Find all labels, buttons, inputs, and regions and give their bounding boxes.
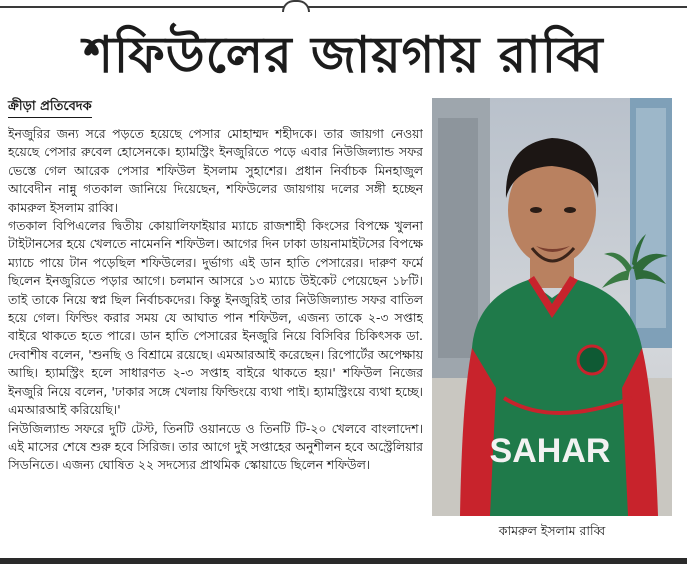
headline: শফিউলের জায়গায় রাব্বি [83, 26, 604, 84]
bottom-rule [0, 558, 687, 564]
jersey-badge [578, 346, 606, 374]
jersey-sponsor-text: SAHAR [489, 432, 611, 470]
photo-caption: কামরুল ইসলাম রাব্বি [498, 523, 606, 538]
player-photo [432, 98, 672, 516]
article-body [8, 125, 423, 553]
player-photo-illustration [432, 98, 672, 516]
article-paragraph-1: ইনজুরির জন্য সরে পড়তে হয়েছে পেসার মোহাম্মদ শহীদকে। তার জায়গা নেওয়া হয়েছে পেসার রুবেল হোসেনকে। হ্যামস্ট্রিং ইনজুরিতে পড়ে এবার নিউজিল্যান্ড সফর ভেস্তে গেল আরেক পেসার শফিউল ইসলাম সুহাশের। প্রধান নির্বাচক মিনহাজুল আবেদীন নান্নু গতকাল জানিয়ে দিয়েছেন, শফিউলের জায়গায় দলের সঙ্গী হচ্ছেন কামরুল ইসলাম রাব্বি। [8, 126, 423, 215]
byline: ক্রীড়া প্রতিবেদক [8, 99, 92, 118]
top-notch-ornament [282, 0, 310, 12]
article-paragraph-2: গতকাল বিপিএলের দ্বিতীয় কোয়ালিফাইয়ার ম্যাচে রাজশাহী কিংসের বিপক্ষে খুলনা টাইটানসের হয়ে খেলতে নামেননি শফিউল। আগের দিন ঢাকা ডায়নামাইটসের বিপক্ষে ম্যাচে পায়ে টান পড়েছিল শফিউলের। দুর্ভাগ্য এই ডান হাতি পেসারের। দারুণ ফর্মে ছিলেন ইনজুরিতে পড়ার আগে। চলমান আসরে ১৩ ম্যাচে উইকেট পেয়েছেন ১৮টি। তাই তাকে নিয়ে স্বপ্ন ছিল নির্বাচকদের। কিন্তু ইনজুরিই তার নিউজিল্যান্ড সফর বাতিল হয়ে গেল। ফিল্ডিং করার সময় যে আঘাত পান শফিউল, এজন্য তাকে ২-৩ সপ্তাহ বাইরে থাকতে হতে পারে। ডান হাতি পেসারের ইনজুরি নিয়ে বিসিবির চিকিৎসক ডা. দেবাশীষ বলেন, 'শুনছি ও বিশ্রামে রয়েছে। এমআরআই করেছেন। রিপোর্টের অপেক্ষায় আছি। হ্যামস্ট্রিং হলে সাধারণত ২-৩ সপ্তাহ বাইরে থাকতে হয়।' শফিউল নিজের ইনজুরি নিয়ে বলেন, 'ঢাকার সঙ্গে খেলায় ফিল্ডিংয়ে ব্যথা পাই। হ্যামস্ট্রিংয়ে ব্যথা হচ্ছে। এমআরআই করিয়েছি।' [8, 218, 423, 418]
article-paragraph-3: নিউজিল্যান্ড সফরে দুটি টেস্ট, তিনটি ওয়ানডে ও তিনটি টি-২০ খেলবে বাংলাদেশ। এই মাসের শেষে শুরু হবে সিরিজ। তার আগে দুই সপ্তাহের অনুশীলন হবে অস্ট্রেলিয়ার সিডনিতে। এজন্য ঘোষিত ২২ সদস্যের প্রাথমিক স্কোয়াডে ছিলেন শফিউল। [8, 420, 423, 473]
top-rule [0, 6, 687, 8]
